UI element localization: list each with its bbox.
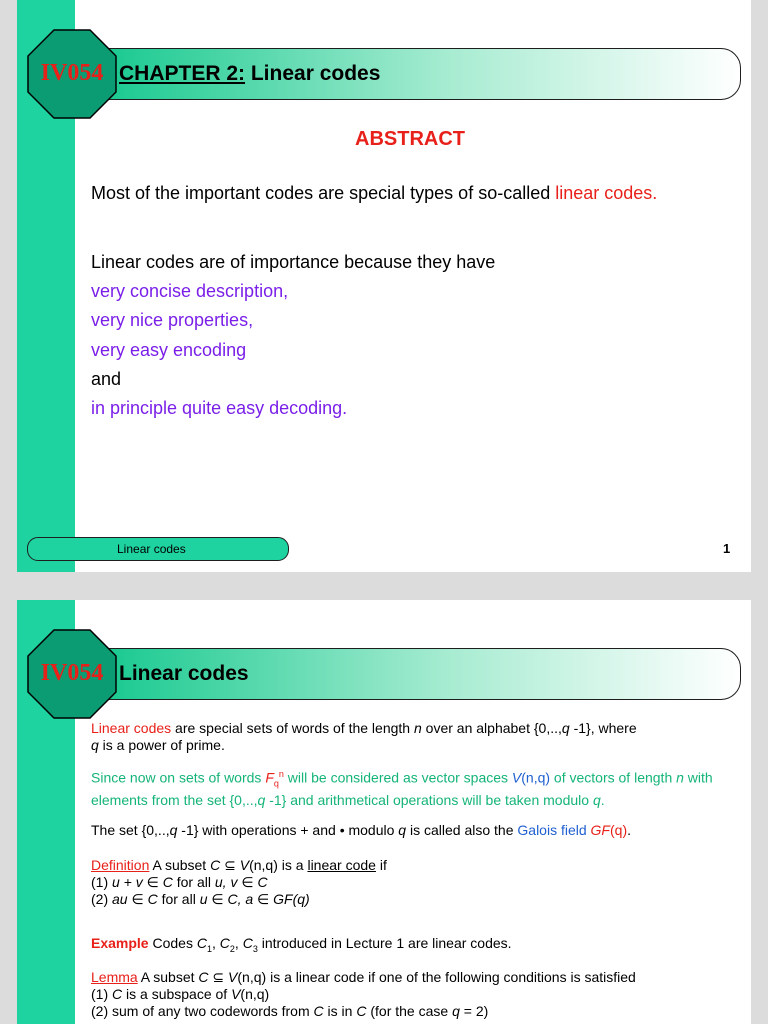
lem-subset: ⊆ — [208, 969, 229, 985]
p1-text-c: -1}, where — [569, 720, 637, 736]
title-rest: Linear codes — [245, 62, 381, 85]
ex-sub3: 3 — [252, 943, 258, 954]
p2-vargs: (n,q) — [521, 769, 551, 786]
def1-C: C — [162, 874, 173, 890]
ex-sub2: 2 — [229, 943, 235, 954]
lem1-C: C — [112, 986, 123, 1002]
ex-C2: C — [219, 935, 230, 951]
def1-in: ∈ — [142, 874, 163, 890]
def-b: is a — [277, 857, 308, 873]
bullet-2: very nice properties, — [91, 310, 254, 330]
lem1-args: (n,q) — [240, 986, 270, 1002]
p3-q: q — [169, 822, 178, 838]
def2-in2: ∈ — [207, 891, 228, 907]
def-linear-code: linear code — [307, 857, 376, 873]
ex-C1: C — [196, 935, 207, 951]
def1-rest: for all — [172, 874, 215, 890]
def2-in: ∈ — [127, 891, 148, 907]
p3-c: modulo — [344, 822, 399, 838]
def2-expr: au — [112, 891, 128, 907]
slide-title — [119, 62, 380, 86]
def1-expr: u + v — [112, 874, 143, 890]
bullet-1: very concise description, — [91, 281, 289, 301]
def2-C: C — [147, 891, 158, 907]
lem-a: A subset — [137, 969, 199, 985]
p3-dot: • — [339, 822, 345, 838]
paragraph-2 — [91, 766, 741, 809]
p2-e: -1} and arithmetical operations will be taken modulo — [265, 792, 593, 809]
def2-rest: for all — [157, 891, 200, 907]
lem1-V: V — [231, 986, 241, 1002]
def2-in3: ∈ — [253, 891, 274, 907]
lemma-block — [91, 969, 741, 1020]
slide-title: Linear codes — [119, 662, 249, 685]
intro-linear-codes: linear codes. — [555, 183, 658, 203]
def-a: A subset — [149, 857, 211, 873]
lem2-d: = 2) — [459, 1003, 489, 1019]
def-C: C — [210, 857, 221, 873]
p2-a: Since now on sets of words — [91, 769, 266, 786]
p1-n: n — [413, 720, 422, 736]
lem-V: V — [228, 969, 238, 985]
importance-line: Linear codes are of importance because they have — [91, 252, 496, 272]
def1-C2: C — [257, 874, 268, 890]
ex-sep2: , — [234, 935, 243, 951]
p1-q: q — [561, 720, 570, 736]
p2-F: F — [265, 769, 274, 786]
intro-paragraph — [91, 181, 691, 205]
ex-sub1: 1 — [206, 943, 212, 954]
p2-sup: n — [278, 769, 284, 779]
definition-label: Definition — [91, 857, 150, 873]
p1-q2: q — [91, 737, 99, 753]
course-badge: IV054 — [40, 660, 104, 686]
lem2-C: C — [313, 1003, 324, 1019]
page-number: 1 — [723, 541, 731, 556]
def1-num: (1) — [91, 874, 112, 890]
lem2-C2: C — [356, 1003, 367, 1019]
p2-q: q — [257, 792, 266, 809]
abstract-heading: ABSTRACT — [355, 128, 465, 150]
p1-text-a: are special sets of words of the length — [171, 720, 414, 736]
gf-symbol: GF — [590, 822, 610, 838]
lem-args: (n,q) — [237, 969, 267, 985]
ex-b: introduced in Lecture 1 are linear codes. — [257, 935, 512, 951]
p3-a: The set {0,.., — [91, 822, 170, 838]
def1-uv: u, v — [214, 874, 238, 890]
p2-f: . — [600, 792, 605, 809]
lemma-label: Lemma — [91, 969, 138, 985]
slide-1 — [17, 0, 751, 572]
ex-C3: C — [242, 935, 253, 951]
p1-text-d: is a power of prime. — [98, 737, 225, 753]
p2-V: V — [511, 769, 522, 786]
lem-b: is a linear code if one of the following conditions is satisfied — [266, 969, 636, 985]
definition-block — [91, 857, 741, 908]
p3-e: . — [627, 822, 632, 838]
p2-q2: q — [592, 792, 601, 809]
lem1-num: (1) — [91, 986, 112, 1002]
title-prefix: CHAPTER 2: — [119, 62, 246, 85]
lem2-q: q — [452, 1003, 460, 1019]
linear-codes-term: Linear codes — [91, 720, 172, 736]
def2-num: (2) — [91, 891, 112, 907]
def-args: (n,q) — [249, 857, 278, 873]
gf-arg: (q) — [610, 822, 628, 838]
footer-label: Linear codes — [117, 542, 186, 556]
p1-text-b: over an alphabet {0,.., — [421, 720, 562, 736]
lem1-rest: is a subspace of — [122, 986, 232, 1002]
def-V: V — [239, 857, 250, 873]
paragraph-3 — [91, 822, 741, 839]
p2-sub: q — [273, 778, 279, 789]
p2-b: will be considered as vector spaces — [283, 769, 512, 786]
lem-C: C — [198, 969, 209, 985]
ex-sep1: , — [211, 935, 220, 951]
bullet-3: very easy encoding — [91, 340, 247, 360]
def-c: if — [375, 857, 387, 873]
example-label: Example — [91, 935, 149, 951]
def2-u: u — [199, 891, 208, 907]
p3-d: is called also the — [406, 822, 518, 838]
p3-b: -1} with operations + and — [177, 822, 340, 838]
lem2-b: is in — [323, 1003, 357, 1019]
example-block — [91, 935, 741, 958]
ex-a: Codes — [148, 935, 197, 951]
p2-c: of vectors of length — [550, 769, 677, 786]
intro-text: Most of the important codes are special types of so-called — [91, 183, 556, 203]
def2-Ca: C, a — [227, 891, 254, 907]
def-subset: ⊆ — [220, 857, 240, 873]
and-word: and — [91, 369, 122, 389]
slide-2 — [17, 600, 751, 1024]
galois-field-term: Galois field — [517, 822, 591, 838]
p2-n: n — [676, 769, 684, 786]
def2-gf: GF(q) — [273, 891, 310, 907]
def1-in2: ∈ — [237, 874, 258, 890]
p2-d: with elements from the set {0,.., — [91, 769, 713, 809]
lem2-a: (2) sum of any two codewords from — [91, 1003, 314, 1019]
p3-q2: q — [398, 822, 407, 838]
bullet-4: in principle quite easy decoding. — [91, 398, 348, 418]
paragraph-1 — [91, 720, 741, 754]
lem2-c: (for the case — [366, 1003, 453, 1019]
course-badge: IV054 — [40, 60, 104, 86]
